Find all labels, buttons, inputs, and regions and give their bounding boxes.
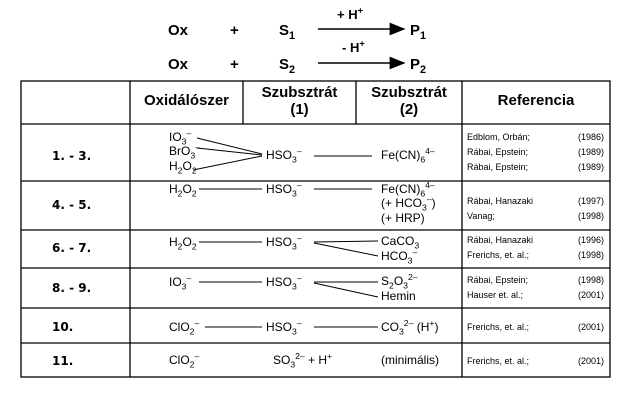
substrate2-cell: $HCO_3^-$ [381, 247, 418, 266]
substrate2-cell: $CO_3^{2-}$ (H+) [381, 318, 439, 337]
substrate1-cell: $HSO_3^-$ [266, 146, 302, 165]
row-label: 8. - 9. [52, 281, 92, 295]
oxidant-cell: $H_2O_2$ [169, 235, 197, 252]
substrate1-cell: $HSO_3^-$ [266, 233, 302, 252]
oxidant-cell: ClO$_2$– [169, 318, 200, 337]
reference-cell: Rábai, Hanazaki (1997) Vanag; (1998) [467, 196, 604, 221]
substrate2-cell: $Fe(CN)_6^{4-}$ [381, 146, 435, 165]
substrate2-cell: $S_2O_3^{2-}$ [381, 272, 418, 291]
substrate1-cell: $SO_3^{2-} + H^+$ [273, 351, 333, 370]
oxidant-cell: $IO_3^-$ [169, 273, 192, 292]
substrate2-cell: (minimális) [381, 353, 439, 367]
eq1-product: $P_1$ [410, 22, 427, 42]
eq1-substrate: $S_1$ [279, 22, 296, 42]
oxidant-cell: $H_2O_2$ [169, 159, 197, 176]
header-substrate2: Szubsztrát (2) [371, 84, 447, 118]
row-label: 10. [52, 320, 74, 334]
oxidant-cell: BrO$_3$– [169, 142, 200, 161]
eq1-arrow-label: + H+ [337, 5, 364, 22]
row-label: 6. - 7. [52, 241, 92, 255]
substrate2-cell: $Fe(CN)_6^{4-}$ [381, 180, 435, 199]
eq1-oxidant: Ox [168, 22, 189, 39]
eq2-substrate: $S_2$ [279, 56, 296, 76]
oxidant-cell: $IO_3^-$ [169, 128, 192, 147]
substrate1-cell: $HSO_3^-$ [266, 180, 302, 199]
reference-cell: Frerichs, et. al.; (2001) [467, 322, 604, 332]
eq2-plus: + [230, 56, 239, 73]
eq2-arrow-label: - H+ [342, 38, 365, 55]
row-label: 1. - 3. [52, 149, 92, 163]
substrate2-cell: (+ HRP) [381, 211, 425, 225]
reference-cell: Frerichs, et. al.; (2001) [467, 356, 604, 366]
row-label: 4. - 5. [52, 198, 92, 212]
substrate1-cell: $HSO_3^-$ [266, 273, 302, 292]
header-oxidant: Oxidálószer [143, 92, 230, 109]
substrate2-cell: CaCO$_3$ [381, 234, 420, 251]
reference-cell: Rábai, Hanazaki (1996) Frerichs, et. al.; (1998) [467, 235, 604, 260]
oxidant-cell: $H_2O_2$ [169, 182, 197, 199]
eq1-plus: + [230, 22, 239, 39]
reference-cell: Edblom, Orbán; (1986) Rábai, Epstein; (1989) Rábai, Epstein; (1989) [467, 132, 604, 172]
header-substrate1: Szubsztrát (1) [261, 84, 338, 118]
eq2-product: $P_2$ [410, 56, 427, 76]
substrate2-cell: (+ $HCO_3^-$) [381, 194, 436, 213]
reference-cell: Rábai, Epstein; (1998) Hauser et. al.; (2001) [467, 275, 604, 300]
eq2-oxidant: Ox [168, 56, 189, 73]
row-label: 11. [52, 354, 74, 368]
substrate2-cell: Hemin [381, 289, 416, 303]
header-reference: Referencia [497, 92, 575, 109]
oxidant-cell: ClO$_2$– [169, 351, 200, 370]
substrate1-cell: $HSO_3^-$ [266, 318, 302, 337]
